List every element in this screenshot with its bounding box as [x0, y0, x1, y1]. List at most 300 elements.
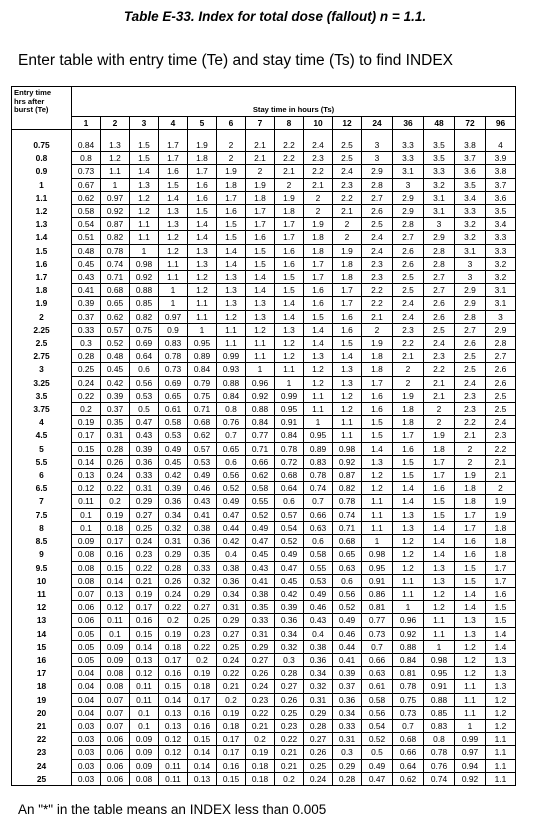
spacer-cell — [424, 130, 455, 140]
index-cell: 1.8 — [486, 535, 516, 548]
entry-time-cell: 3.25 — [12, 376, 72, 389]
index-cell: 2.6 — [393, 244, 424, 257]
index-cell: 0.64 — [393, 759, 424, 772]
table-row — [12, 482, 516, 495]
index-cell: 0.34 — [275, 627, 304, 640]
index-cell: 0.23 — [188, 627, 217, 640]
index-cell: 0.19 — [130, 587, 159, 600]
index-cell: 2.5 — [486, 389, 516, 402]
index-cell: 2.5 — [486, 403, 516, 416]
table-row — [12, 535, 516, 548]
index-cell: 0.92 — [130, 271, 159, 284]
index-cell: 0.98 — [333, 442, 362, 455]
index-cell: 3.1 — [486, 284, 516, 297]
column-header: 4 — [159, 117, 188, 130]
index-cell: 1.5 — [486, 601, 516, 614]
index-cell: 1.2 — [455, 653, 486, 666]
index-cell: 0.2 — [246, 733, 275, 746]
index-cell: 0.27 — [130, 508, 159, 521]
index-cell: 0.95 — [275, 403, 304, 416]
index-cell: 2.3 — [455, 403, 486, 416]
index-cell: 0.1 — [101, 627, 130, 640]
index-cell: 0.16 — [188, 719, 217, 732]
index-cell: 1.4 — [188, 218, 217, 231]
index-cell: 0.28 — [275, 667, 304, 680]
index-cell: 1.1 — [333, 429, 362, 442]
index-cell: 0.66 — [304, 508, 333, 521]
index-cell: 2.3 — [304, 152, 333, 165]
index-cell: 1.6 — [455, 548, 486, 561]
index-cell: 1.1 — [304, 403, 333, 416]
index-cell: 1 — [130, 244, 159, 257]
index-cell: 2.4 — [455, 376, 486, 389]
index-cell: 1.4 — [393, 482, 424, 495]
index-cell: 1.6 — [275, 257, 304, 270]
index-cell: 2.1 — [455, 429, 486, 442]
entry-time-cell: 3 — [12, 363, 72, 376]
entry-time-cell: 6.5 — [12, 482, 72, 495]
index-cell: 2.8 — [362, 178, 393, 191]
index-cell: 0.2 — [275, 772, 304, 785]
index-cell: 2.5 — [333, 152, 362, 165]
index-cell: 1.6 — [188, 191, 217, 204]
index-cell: 1.5 — [217, 231, 246, 244]
entry-time-cell: 5 — [12, 442, 72, 455]
index-cell: 3 — [424, 218, 455, 231]
index-cell: 0.31 — [159, 535, 188, 548]
index-cell: 1.9 — [362, 337, 393, 350]
index-cell: 2.8 — [486, 337, 516, 350]
index-cell: 0.36 — [188, 535, 217, 548]
column-header: 7 — [246, 117, 275, 130]
table-row — [12, 455, 516, 468]
column-header: 10 — [304, 117, 333, 130]
entry-time-cell: 3.5 — [12, 389, 72, 402]
index-cell: 1 — [101, 178, 130, 191]
index-cell: 0.88 — [424, 693, 455, 706]
table-row — [12, 614, 516, 627]
index-cell: 1.1 — [246, 350, 275, 363]
index-cell: 1.9 — [486, 508, 516, 521]
index-cell: 0.92 — [455, 772, 486, 785]
index-cell: 0.39 — [159, 482, 188, 495]
index-cell: 0.97 — [455, 746, 486, 759]
index-cell: 0.37 — [333, 680, 362, 693]
index-cell: 0.15 — [159, 680, 188, 693]
index-cell: 2 — [424, 403, 455, 416]
index-cell: 0.17 — [188, 693, 217, 706]
index-cell: 0.63 — [362, 667, 393, 680]
index-cell: 0.27 — [217, 627, 246, 640]
index-cell: 1.7 — [424, 469, 455, 482]
index-cell: 0.52 — [246, 508, 275, 521]
entry-time-cell: 2.25 — [12, 323, 72, 336]
index-cell: 0.95 — [304, 429, 333, 442]
index-cell: 0.18 — [159, 640, 188, 653]
index-cell: 0.27 — [246, 653, 275, 666]
index-cell: 1.7 — [424, 455, 455, 468]
index-cell: 1.7 — [275, 218, 304, 231]
index-cell: 0.57 — [101, 323, 130, 336]
index-cell: 0.31 — [304, 693, 333, 706]
index-cell: 0.22 — [159, 601, 188, 614]
index-cell: 0.15 — [72, 442, 101, 455]
index-cell: 1.3 — [393, 508, 424, 521]
index-cell: 1 — [424, 640, 455, 653]
index-cell: 0.89 — [188, 350, 217, 363]
entry-time-cell: 4.5 — [12, 429, 72, 442]
row-header-line: burst (Te) — [14, 105, 49, 115]
index-cell: 0.12 — [159, 733, 188, 746]
index-cell: 0.85 — [424, 706, 455, 719]
index-cell: 2.9 — [393, 191, 424, 204]
index-cell: 2.2 — [486, 442, 516, 455]
index-cell: 0.34 — [304, 667, 333, 680]
index-cell: 0.23 — [130, 548, 159, 561]
index-cell: 0.26 — [246, 667, 275, 680]
index-cell: 0.76 — [217, 416, 246, 429]
table-row — [12, 310, 516, 323]
index-cell: 0.88 — [130, 284, 159, 297]
index-cell: 0.1 — [130, 719, 159, 732]
column-header: 8 — [275, 117, 304, 130]
index-cell: 2.5 — [393, 271, 424, 284]
index-cell: 0.69 — [130, 337, 159, 350]
index-cell: 0.17 — [217, 733, 246, 746]
spacer-cell — [188, 130, 217, 140]
column-header: 72 — [455, 117, 486, 130]
index-cell: 0.31 — [246, 627, 275, 640]
index-cell: 0.83 — [159, 337, 188, 350]
index-cell: 0.34 — [217, 587, 246, 600]
index-cell: 0.1 — [72, 508, 101, 521]
index-cell: 0.13 — [101, 587, 130, 600]
index-cell: 1.8 — [188, 152, 217, 165]
index-cell: 0.15 — [188, 733, 217, 746]
index-cell: 0.52 — [217, 482, 246, 495]
index-cell: 3 — [362, 152, 393, 165]
index-cell: 0.22 — [130, 561, 159, 574]
entry-time-cell: 19 — [12, 693, 72, 706]
index-cell: 2.1 — [424, 376, 455, 389]
index-cell: 1.5 — [362, 416, 393, 429]
index-cell: 0.74 — [304, 482, 333, 495]
index-cell: 0.32 — [188, 574, 217, 587]
index-cell: 0.58 — [304, 548, 333, 561]
index-cell: 0.91 — [275, 416, 304, 429]
table-row — [12, 521, 516, 534]
index-cell: 2.7 — [424, 271, 455, 284]
index-cell: 1.3 — [362, 455, 393, 468]
index-cell: 0.77 — [246, 429, 275, 442]
index-cell: 0.13 — [188, 772, 217, 785]
index-cell: 0.08 — [130, 772, 159, 785]
entry-time-cell: 24 — [12, 759, 72, 772]
index-cell: 0.05 — [72, 640, 101, 653]
index-cell: 0.52 — [275, 535, 304, 548]
index-cell: 0.81 — [362, 601, 393, 614]
index-cell: 2.1 — [246, 152, 275, 165]
index-cell: 1.1 — [393, 587, 424, 600]
index-cell: 1.1 — [188, 297, 217, 310]
index-cell: 2.3 — [362, 271, 393, 284]
index-cell: 1.5 — [275, 284, 304, 297]
index-cell: 0.39 — [101, 389, 130, 402]
index-cell: 0.68 — [333, 535, 362, 548]
index-cell: 1.2 — [304, 376, 333, 389]
index-cell: 0.47 — [217, 508, 246, 521]
index-cell: 0.32 — [159, 521, 188, 534]
index-cell: 0.33 — [188, 561, 217, 574]
index-cell: 3.6 — [486, 191, 516, 204]
index-cell: 1 — [304, 416, 333, 429]
index-cell: 0.69 — [159, 376, 188, 389]
index-cell: 0.25 — [217, 640, 246, 653]
index-cell: 2.8 — [424, 244, 455, 257]
index-cell: 3.4 — [486, 218, 516, 231]
index-cell: 0.7 — [393, 719, 424, 732]
entry-time-cell: 25 — [12, 772, 72, 785]
index-cell: 0.09 — [72, 535, 101, 548]
index-cell: 0.26 — [275, 693, 304, 706]
index-cell: 0.41 — [72, 284, 101, 297]
table-row — [12, 495, 516, 508]
index-cell: 2.4 — [362, 244, 393, 257]
table-row — [12, 772, 516, 785]
index-cell: 0.78 — [424, 746, 455, 759]
index-cell: 0.17 — [101, 535, 130, 548]
index-cell: 0.62 — [246, 469, 275, 482]
index-cell: 1.2 — [159, 231, 188, 244]
table-row — [12, 680, 516, 693]
index-cell: 1.2 — [275, 337, 304, 350]
index-cell: 0.18 — [217, 719, 246, 732]
table-row — [12, 746, 516, 759]
index-cell: 0.16 — [130, 614, 159, 627]
index-cell: 0.12 — [72, 482, 101, 495]
index-cell: 1.5 — [393, 455, 424, 468]
index-cell: 0.09 — [130, 733, 159, 746]
index-cell: 1.5 — [455, 574, 486, 587]
index-cell: 0.45 — [72, 257, 101, 270]
index-cell: 0.71 — [188, 403, 217, 416]
index-cell: 2.5 — [455, 363, 486, 376]
index-cell: 0.91 — [362, 574, 393, 587]
index-cell: 0.6 — [304, 535, 333, 548]
index-cell: 0.54 — [362, 719, 393, 732]
index-cell: 0.46 — [333, 627, 362, 640]
index-cell: 1.1 — [362, 521, 393, 534]
index-cell: 0.21 — [275, 746, 304, 759]
index-cell: 0.47 — [275, 561, 304, 574]
index-cell: 0.47 — [246, 535, 275, 548]
index-cell: 3.3 — [486, 244, 516, 257]
entry-time-cell: 1.6 — [12, 257, 72, 270]
index-cell: 1.9 — [333, 244, 362, 257]
index-cell: 0.1 — [130, 706, 159, 719]
index-cell: 0.58 — [362, 693, 393, 706]
index-cell: 1.3 — [486, 667, 516, 680]
index-cell: 1.1 — [188, 310, 217, 323]
index-cell: 0.45 — [275, 574, 304, 587]
index-cell: 1.7 — [275, 231, 304, 244]
index-cell: 1.8 — [455, 495, 486, 508]
index-cell: 0.09 — [130, 759, 159, 772]
index-cell: 1.2 — [486, 719, 516, 732]
index-cell: 0.49 — [217, 495, 246, 508]
index-cell: 0.52 — [362, 733, 393, 746]
entry-time-cell: 8.5 — [12, 535, 72, 548]
index-cell: 2.3 — [455, 389, 486, 402]
index-cell: 0.88 — [246, 403, 275, 416]
index-cell: 0.73 — [362, 627, 393, 640]
spacer-cell — [275, 130, 304, 140]
index-cell: 0.87 — [333, 469, 362, 482]
table-row — [12, 640, 516, 653]
index-cell: 1.2 — [130, 205, 159, 218]
index-cell: 1.6 — [486, 587, 516, 600]
index-cell: 0.04 — [72, 693, 101, 706]
column-header: 1 — [72, 117, 101, 130]
index-cell: 1.6 — [304, 297, 333, 310]
index-cell: 1.6 — [275, 244, 304, 257]
entry-time-cell: 2.75 — [12, 350, 72, 363]
row-header-line: hrs after — [14, 96, 45, 106]
index-cell: 0.39 — [333, 667, 362, 680]
index-cell: 0.96 — [393, 614, 424, 627]
index-cell: 0.47 — [362, 772, 393, 785]
index-cell: 0.47 — [130, 416, 159, 429]
index-cell: 0.25 — [188, 614, 217, 627]
index-cell: 1.5 — [246, 244, 275, 257]
index-cell: 0.29 — [304, 706, 333, 719]
index-cell: 0.21 — [246, 719, 275, 732]
index-cell: 0.31 — [130, 482, 159, 495]
table-row — [12, 178, 516, 191]
index-cell: 1.1 — [130, 231, 159, 244]
entry-time-cell: 0.75 — [12, 139, 72, 152]
index-cell: 1.4 — [393, 495, 424, 508]
index-cell: 0.28 — [72, 350, 101, 363]
spacer-cell — [393, 130, 424, 140]
index-cell: 0.67 — [72, 178, 101, 191]
column-header: 96 — [486, 117, 516, 130]
index-cell: 0.43 — [188, 495, 217, 508]
index-cell: 4 — [486, 139, 516, 152]
index-cell: 0.63 — [304, 521, 333, 534]
index-cell: 3.9 — [486, 152, 516, 165]
index-cell: 1.2 — [188, 271, 217, 284]
index-cell: 1.1 — [455, 693, 486, 706]
index-cell: 1.8 — [486, 521, 516, 534]
entry-time-cell: 1.1 — [12, 191, 72, 204]
table-row — [12, 693, 516, 706]
index-cell: 1.4 — [275, 310, 304, 323]
index-cell: 1.5 — [362, 429, 393, 442]
index-cell: 1.1 — [101, 165, 130, 178]
index-cell: 0.43 — [72, 271, 101, 284]
index-cell: 0.08 — [72, 561, 101, 574]
index-cell: 3.3 — [455, 205, 486, 218]
index-cell: 0.61 — [362, 680, 393, 693]
index-cell: 1.1 — [486, 733, 516, 746]
index-cell: 2 — [246, 165, 275, 178]
index-cell: 0.75 — [188, 389, 217, 402]
index-cell: 0.41 — [188, 508, 217, 521]
index-cell: 3.4 — [455, 191, 486, 204]
entry-time-cell: 2.5 — [12, 337, 72, 350]
index-cell: 0.46 — [304, 601, 333, 614]
entry-time-cell: 21 — [12, 719, 72, 732]
index-cell: 0.39 — [72, 297, 101, 310]
index-cell: 1.1 — [424, 627, 455, 640]
index-cell: 0.83 — [424, 719, 455, 732]
entry-time-cell: 0.8 — [12, 152, 72, 165]
entry-time-cell: 11 — [12, 587, 72, 600]
index-cell: 0.83 — [304, 455, 333, 468]
index-cell: 2.9 — [486, 323, 516, 336]
index-cell: 0.25 — [130, 521, 159, 534]
entry-time-cell: 1.4 — [12, 231, 72, 244]
index-cell: 1.2 — [424, 587, 455, 600]
index-cell: 0.24 — [72, 376, 101, 389]
index-cell: 0.35 — [246, 601, 275, 614]
index-cell: 1.3 — [333, 363, 362, 376]
index-cell: 1.2 — [159, 244, 188, 257]
index-cell: 0.5 — [362, 746, 393, 759]
index-cell: 1.5 — [424, 508, 455, 521]
index-cell: 0.39 — [275, 601, 304, 614]
table-row — [12, 139, 516, 152]
index-cell: 2.2 — [275, 152, 304, 165]
index-cell: 1.2 — [362, 482, 393, 495]
index-cell: 0.46 — [188, 482, 217, 495]
index-cell: 0.77 — [362, 614, 393, 627]
index-cell: 0.99 — [275, 389, 304, 402]
index-cell: 1.9 — [246, 178, 275, 191]
entry-time-cell: 5.5 — [12, 455, 72, 468]
index-cell: 1.2 — [393, 548, 424, 561]
index-cell: 0.22 — [275, 733, 304, 746]
index-cell: 1.8 — [455, 482, 486, 495]
index-cell: 1.5 — [217, 218, 246, 231]
index-cell: 0.24 — [304, 772, 333, 785]
index-cell: 0.84 — [217, 389, 246, 402]
index-cell: 0.8 — [217, 403, 246, 416]
index-cell: 2.2 — [333, 191, 362, 204]
index-cell: 0.28 — [159, 561, 188, 574]
index-cell: 0.86 — [362, 587, 393, 600]
index-cell: 1.5 — [304, 310, 333, 323]
table-row — [12, 244, 516, 257]
instruction-text: Enter table with entry time (Te) and stay time (Ts) to find INDEX — [18, 52, 454, 69]
index-cell: 2.4 — [362, 231, 393, 244]
index-cell: 1.1 — [486, 746, 516, 759]
index-cell: 0.75 — [393, 693, 424, 706]
index-cell: 0.49 — [304, 587, 333, 600]
index-cell: 0.68 — [188, 416, 217, 429]
index-cell: 0.18 — [246, 759, 275, 772]
index-cell: 0.2 — [217, 693, 246, 706]
index-cell: 3 — [486, 310, 516, 323]
index-cell: 0.54 — [72, 218, 101, 231]
index-cell: 0.06 — [72, 614, 101, 627]
index-cell: 0.19 — [217, 706, 246, 719]
index-cell: 1.1 — [424, 614, 455, 627]
index-cell: 2 — [393, 363, 424, 376]
index-cell: 3.5 — [486, 205, 516, 218]
index-cell: 0.36 — [333, 693, 362, 706]
